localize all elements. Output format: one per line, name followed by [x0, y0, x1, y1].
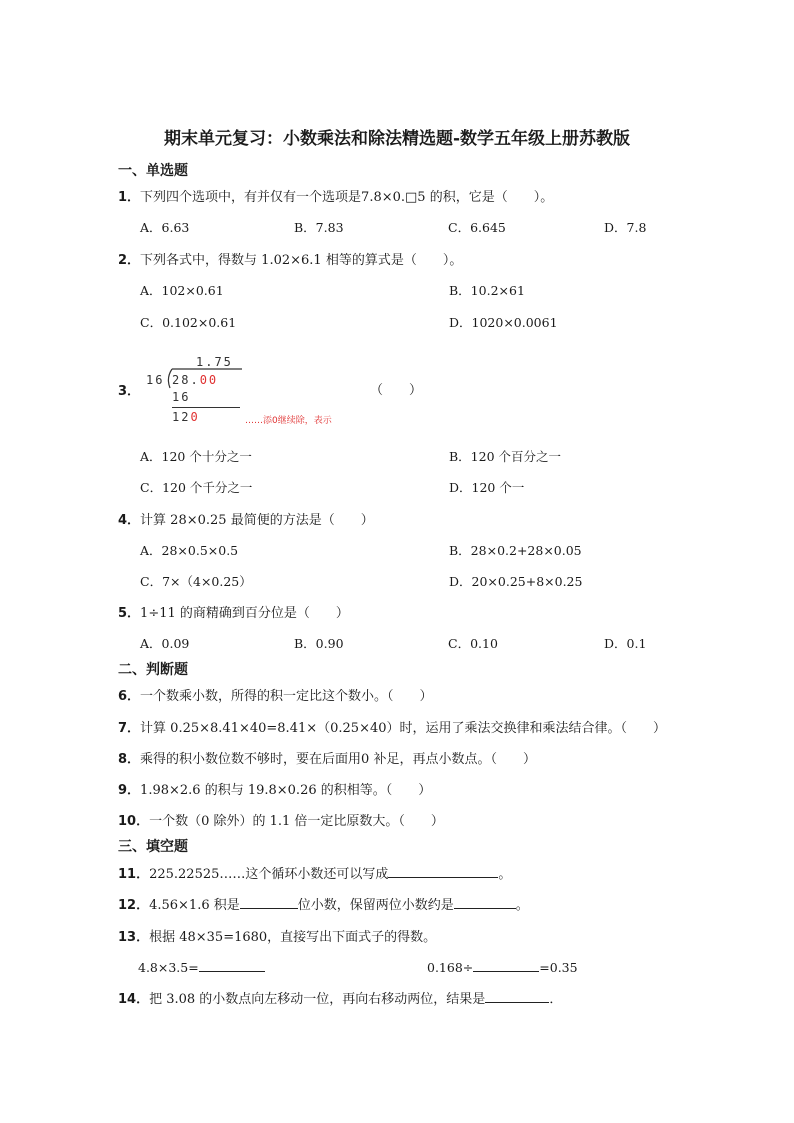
section-heading-fill-in: 三、填空题: [118, 839, 188, 855]
question-text: 计算 0.25×8.41×40=8.41×（0.25×40）时，运用了乘法交换律和乘法结合律。（ ）: [140, 721, 667, 736]
division-line: [172, 407, 240, 408]
division-subtract-1: 16: [172, 390, 191, 404]
question-2: [118, 249, 462, 268]
division-divisor: 16: [146, 373, 165, 387]
answer-blank[interactable]: [388, 864, 498, 878]
question-tail: 。: [515, 898, 529, 913]
question-text: 下列各式中，得数与 1.02×6.1 相等的算式是（ ）。: [140, 253, 463, 268]
option-b: B．28×0.2+28×0.05: [449, 543, 582, 558]
question-13: [118, 926, 436, 945]
question-text: 一个数乘小数，所得的积一定比这个数小。（ ）: [140, 689, 433, 704]
page-title: 期末单元复习：小数乘法和除法精选题-数学五年级上册苏教版: [163, 129, 631, 149]
question-4: [118, 509, 374, 528]
question-text: 根据 48×35=1680，直接写出下面式子的得数。: [149, 930, 437, 945]
option-c: C．7×（4×0.25）: [140, 574, 252, 589]
question-text: 把 3.08 的小数点向左移动一位，再向右移动两位，结果是: [149, 992, 486, 1007]
dividend-digits: 28.: [172, 373, 200, 387]
question-text: 乘得的积小数位数不够时，要在后面用0 补足，再点小数点。（ ）: [140, 752, 536, 767]
question-number: 3．: [118, 384, 141, 399]
division-remainder: [172, 410, 200, 424]
question-tail: 。: [498, 867, 512, 882]
question-text: 4.56×1.6 积是: [149, 898, 240, 913]
option-c: C．6.645: [448, 220, 506, 235]
option-b: B．7.83: [294, 220, 344, 235]
question-number: 10．: [118, 814, 150, 829]
option-b: B．10.2×61: [449, 283, 525, 298]
option-c: C．0.102×0.61: [140, 315, 237, 330]
division-note: ……添0继续除，表示: [245, 416, 332, 426]
question-number: 9．: [118, 783, 141, 798]
answer-blank[interactable]: [199, 958, 265, 972]
question-12: [118, 894, 529, 913]
option-a: A．28×0.5×0.5: [140, 543, 239, 558]
question-number: 11．: [118, 867, 150, 882]
question-text: 1÷11 的商精确到百分位是（ ）: [140, 606, 349, 621]
answer-blank[interactable]: [240, 895, 298, 909]
question-8: [118, 748, 536, 767]
question-7: [118, 717, 666, 736]
option-a: A．102×0.61: [140, 283, 224, 298]
question-3: [118, 380, 140, 399]
question-number: 7．: [118, 721, 141, 736]
answer-parentheses: （ ）: [370, 383, 423, 398]
division-dividend: [172, 373, 218, 387]
expression-text: 0.168÷: [427, 960, 474, 975]
option-a: A．6.63: [140, 220, 190, 235]
option-a: A．0.09: [140, 636, 190, 651]
question-number: 14．: [118, 992, 150, 1007]
question-number: 6．: [118, 689, 141, 704]
remainder-added-zero: 0: [190, 410, 200, 424]
section-heading-single-choice: 一、单选题: [118, 163, 188, 179]
option-a: A．120 个十分之一: [140, 449, 252, 464]
question-10: [118, 810, 444, 829]
question-number: 12．: [118, 898, 150, 913]
answer-blank[interactable]: [485, 989, 549, 1003]
question-number: 2．: [118, 253, 141, 268]
question-text: 225.22525……这个循环小数还可以写成: [149, 867, 389, 882]
question-text: 下列四个选项中，有并仅有一个选项是7.8×0.□5 的积，它是（ ）。: [140, 190, 554, 205]
option-c: C．0.10: [448, 636, 498, 651]
question-number: 1．: [118, 190, 141, 205]
question-11: [118, 863, 511, 882]
q13-right-expression: [427, 958, 578, 975]
question-5: [118, 602, 349, 621]
option-b: B．120 个百分之一: [449, 449, 562, 464]
answer-blank[interactable]: [473, 958, 539, 972]
question-9: [118, 779, 431, 798]
remainder-digits: 12: [172, 410, 191, 424]
division-quotient: 1.75: [196, 355, 233, 369]
question-number: 13．: [118, 930, 150, 945]
option-d: D．20×0.25+8×0.25: [449, 574, 583, 589]
section-heading-true-false: 二、判断题: [118, 662, 188, 678]
q13-left-expression: [138, 958, 265, 975]
question-1: [118, 186, 553, 205]
question-number: 8．: [118, 752, 141, 767]
option-d: D．7.8: [604, 220, 647, 235]
question-text: 一个数（0 除外）的 1.1 倍一定比原数大。（ ）: [149, 814, 444, 829]
question-text: 1.98×2.6 的积与 19.8×0.26 的积相等。（ ）: [140, 783, 432, 798]
question-14: [118, 988, 562, 1007]
option-d: D．120 个一: [449, 480, 525, 495]
expression-text: 4.8×3.5=: [138, 960, 199, 975]
question-text: 计算 28×0.25 最简便的方法是（ ）: [140, 513, 374, 528]
dividend-added-zeros: 00: [199, 373, 219, 387]
expression-tail: =0.35: [539, 960, 578, 975]
answer-blank[interactable]: [454, 895, 516, 909]
option-b: B．0.90: [294, 636, 344, 651]
option-d: D．1020×0.0061: [449, 315, 558, 330]
question-tail: ．: [549, 992, 563, 1007]
question-6: [118, 685, 433, 704]
question-text-mid: 位小数，保留两位小数约是: [297, 898, 454, 913]
question-number: 4．: [118, 513, 141, 528]
question-number: 5．: [118, 606, 141, 621]
option-d: D．0.1: [604, 636, 647, 651]
option-c: C．120 个千分之一: [140, 480, 253, 495]
